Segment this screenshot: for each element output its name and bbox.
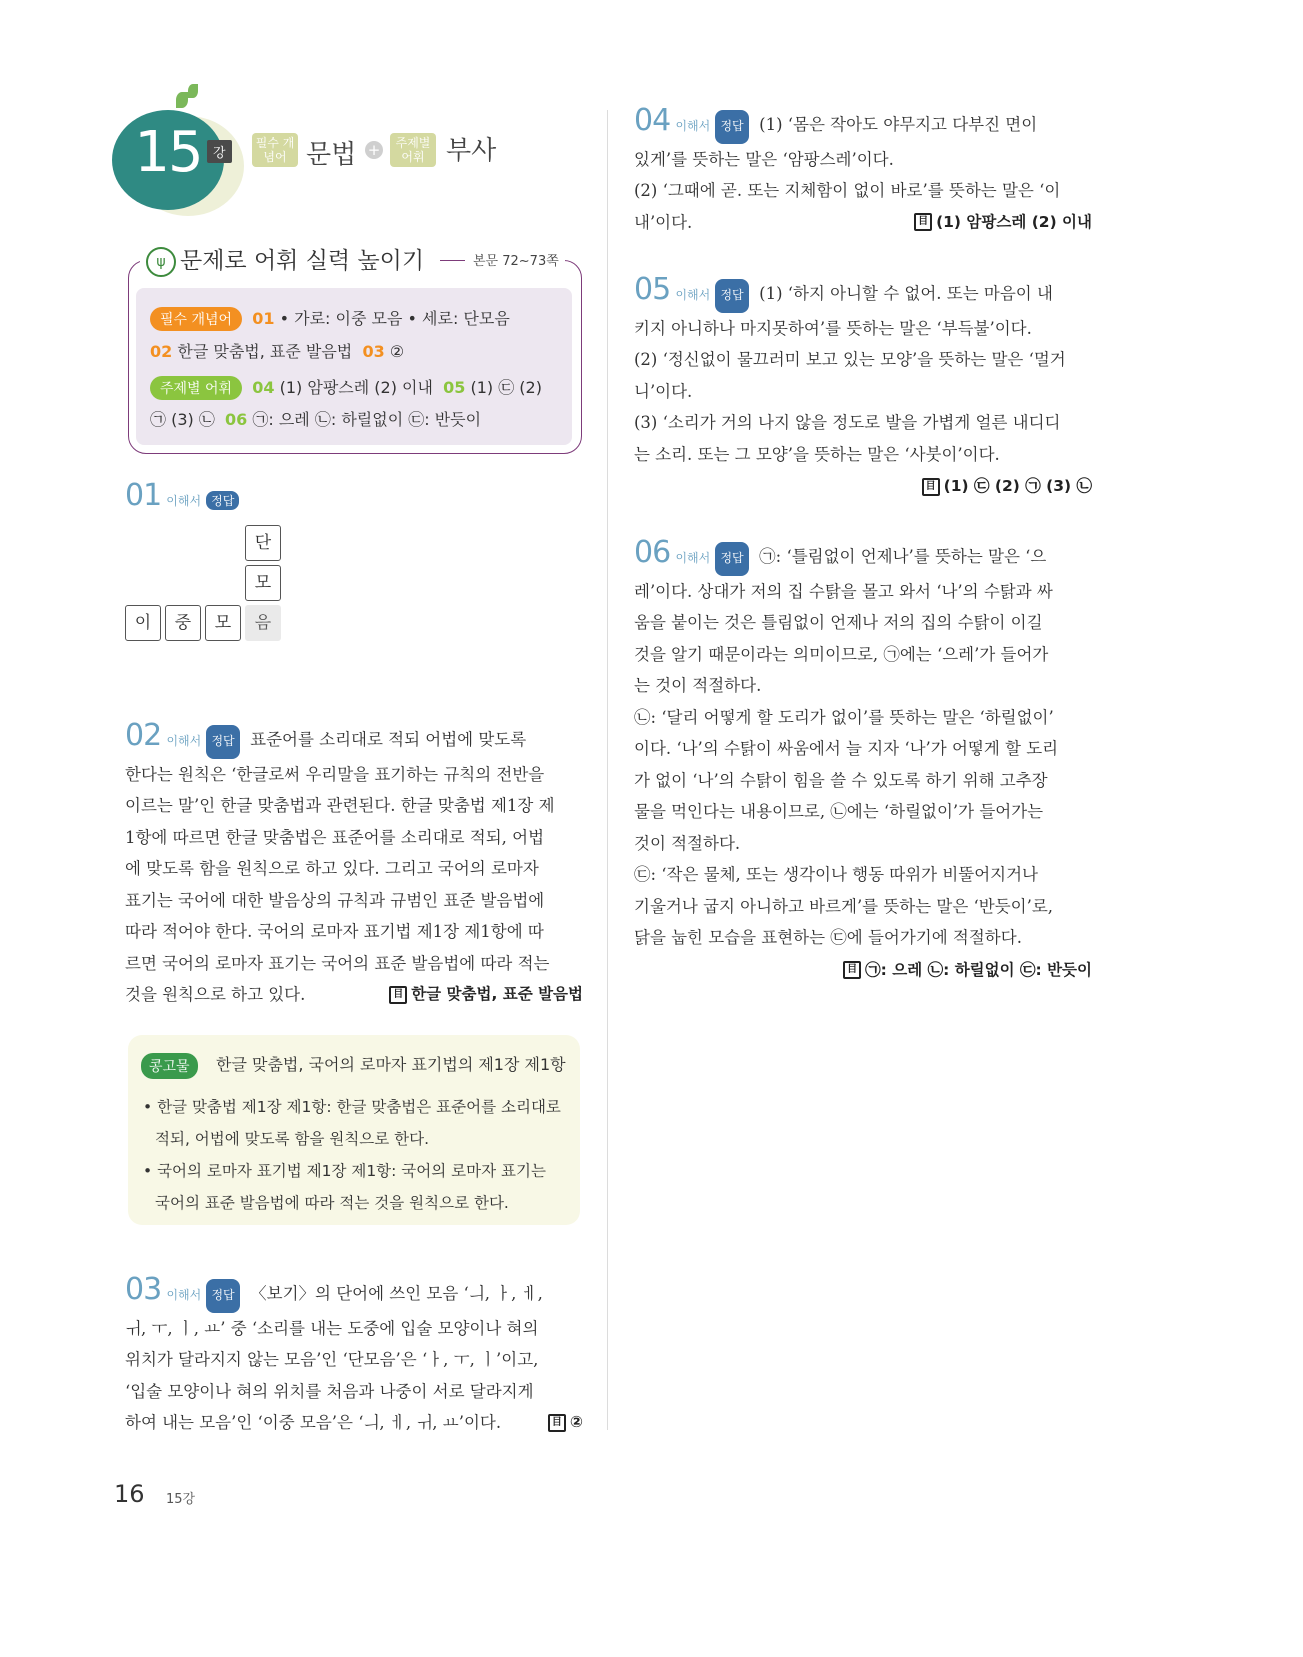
question-05: 05 이해서 정답 (1) ‘하지 아니할 수 없어. 또는 마음이 내 키지 아니하나 마지못하여’를 뜻하는 말은 ‘부득불’이다. (2) ‘정신없이 물끄러미 보고 있는 모양’을 뜻하는 말은 ‘멀거 니’이다. (3) ‘소리가 거의 나지 않을 정도로 발을 가볍게 얼른 내디디 는 소리. 또는 그 모양’을 뜻하는 말은 ‘사붓이’이다. 目 (1) ㉢ (2) ㉠ (3) ㉡ — [634, 272, 1092, 495]
answer: 目 (1) 암팡스레 (2) 이내 — [914, 207, 1092, 239]
summary-page-ref: 본문 72~73쪽 — [473, 254, 559, 269]
head-word-grammar: 문법 — [306, 140, 357, 170]
badge-topic-vocab: 주제별 어휘 — [150, 376, 242, 400]
question-06: 06 이해서 정답 ㉠: ‘틀림없이 언제나’를 뜻하는 말은 ‘으 레’이다. 상대가 저의 집 수탉을 몰고 와서 ‘나’의 수탉과 싸 움을 붙이는 것은 틀림없이 언제나 저의 집의 수탉이 이길 것을 알기 때문이라는 의미이므로, ㉠에는 ‘으레’가 들어가 는 것이 적절하다. ㉡: ‘달리 어떻게 할 도리가 없이’를 뜻하는 말은 ‘하릴없이’ 이다. ‘나’의 수탉이 싸움에서 늘 지자 ‘나’가 어떻게 할 도리 가 없이 ‘나’의 수탉이 힘을 쓸 수 있도록 하기 위해 고추장 물을 먹인다는 내용이므로, ㉡에는 ‘하릴없이’가 들어가는 것이 적절하다. ㉢: ‘작은 물체, 또는 생각이나 행동 따위가 비뚤어지거나 기울거나 굽지 아니하고 바르게’를 뜻하는 말은 ‘반듯이’로, 닭을 눕힌 모습을 표현하는 ㉢에 들어가기에 적절하다. 目 ㉠: 으레 ㉡: 하릴없이 ㉢: 반듯이 — [634, 535, 1092, 979]
answer: 目 한글 맞춤법, 표준 발음법 — [389, 979, 583, 1011]
summary-line-1: 필수 개념어 01 • 가로: 이중 모음 • 세로: 단모음 — [150, 306, 510, 331]
leaf-icon — [176, 92, 188, 108]
crossword-cell: 이 — [125, 605, 161, 641]
lesson-number: 15 — [134, 120, 202, 185]
answer: 目 (1) ㉢ (2) ㉠ (3) ㉡ — [922, 477, 1092, 495]
tip-title: 한글 맞춤법, 국어의 로마자 표기법의 제1장 제1항 — [216, 1055, 566, 1074]
column-divider — [607, 110, 608, 1430]
answer-icon: 目 — [914, 213, 932, 231]
summary-line-4: ㉠ (3) ㉡ 06 ㉠: 으레 ㉡: 하릴없이 ㉢: 반듯이 — [150, 410, 482, 429]
summary-title: 문제로 어휘 실력 높이기 — [180, 248, 425, 274]
tip-line: • 국어의 로마자 표기법 제1장 제1항: 국어의 로마자 표기는 — [143, 1162, 546, 1180]
tip-line: 적되, 어법에 맞도록 함을 원칙으로 한다. — [155, 1130, 430, 1148]
page-number: 16 — [114, 1480, 145, 1508]
answer-icon: 目 — [548, 1414, 566, 1432]
tip-badge: 콩고물 — [141, 1053, 198, 1079]
leaf-icon — [188, 84, 198, 98]
question-03: 03 이해서 정답 〈보기〉의 단어에 쓰인 모음 ‘ㅢ, ㅏ, ㅔ, ㅟ, ㅜ, ㅣ, ㅛ’ 중 ‘소리를 내는 도중에 입술 모양이나 혀의 위치가 달라지지 않는 모음’인 ‘단모음’은 ‘ㅏ, ㅜ, ㅣ’이고, ‘입술 모양이나 혀의 위치를 처음과 나중이 서로 달라지게 하여 내는 모음’인 ‘이중 모음’은 ‘ㅢ, ㅔ, ㅟ, ㅛ’이다. 目 ② — [125, 1274, 583, 1439]
head-word-adverb: 부사 — [446, 136, 497, 166]
tip-line: • 한글 맞춤법 제1장 제1항: 한글 맞춤법은 표준어를 소리대로 — [143, 1098, 561, 1116]
crossword-cell-shared: 음 — [245, 605, 281, 641]
tag-required-concept: 필수 개념어 — [252, 133, 298, 167]
answer-icon: 目 — [389, 986, 407, 1004]
crossword-cell: 단 — [245, 525, 281, 561]
crossword-cell: 모 — [245, 565, 281, 601]
summary-line-3: 주제별 어휘 04 (1) 암팡스레 (2) 이내 05 (1) ㉢ (2) — [150, 375, 542, 400]
tag-topic-vocab: 주제별 어휘 — [390, 133, 436, 167]
answer: 目 ② — [548, 1407, 583, 1439]
answer: 目 ㉠: 으레 ㉡: 하릴없이 ㉢: 반듯이 — [843, 961, 1092, 979]
tip-line: 국어의 표준 발음법에 따라 적는 것을 원칙으로 한다. — [155, 1194, 509, 1212]
plus-icon: + — [365, 141, 383, 159]
answer-icon: 目 — [922, 478, 940, 496]
sprout-icon: ψ — [146, 247, 176, 277]
question-01-header: 01 이해서 정답 — [125, 478, 239, 513]
question-02: 02 이해서 정답 표준어를 소리대로 적되 어법에 맞도록 한다는 원칙은 ‘한글로써 우리말을 표기하는 규칙의 전반을 이르는 말’인 한글 맞춤법과 관련된다. 한글 맞춤법 제1장 제 1항에 따르면 한글 맞춤법은 표준어를 소리대로 적되, 어법 에 맞도록 함을 원칙으로 하고 있다. 그리고 국어의 로마자 표기는 국어에 대한 발음상의 규칙과 규범인 표준 발음법에 따라 적어야 한다. 국어의 로마자 표기법 제1장 제1항에 따 르면 국어의 로마자 표기는 국어의 표준 발음법에 따라 적는 것을 원칙으로 하고 있다. 目 한글 맞춤법, 표준 발음법 — [125, 720, 583, 1011]
question-04: 04 이해서 정답 (1) ‘몸은 작아도 야무지고 다부진 면이 있게’를 뜻하는 말은 ‘암팡스레’이다. (2) ‘그때에 곧. 또는 지체함이 없이 바로’를 뜻하는 말은 ‘이 내’이다. 目 (1) 암팡스레 (2) 이내 — [634, 105, 1092, 238]
page-lesson-label: 15강 — [166, 1492, 196, 1507]
lesson-unit: 강 — [207, 140, 232, 163]
answer-icon: 目 — [843, 961, 861, 979]
crossword-cell: 중 — [165, 605, 201, 641]
summary-line-2: 02 한글 맞춤법, 표준 발음법 03 ② — [150, 342, 405, 361]
badge-required-concept: 필수 개념어 — [150, 307, 242, 331]
crossword-cell: 모 — [205, 605, 241, 641]
